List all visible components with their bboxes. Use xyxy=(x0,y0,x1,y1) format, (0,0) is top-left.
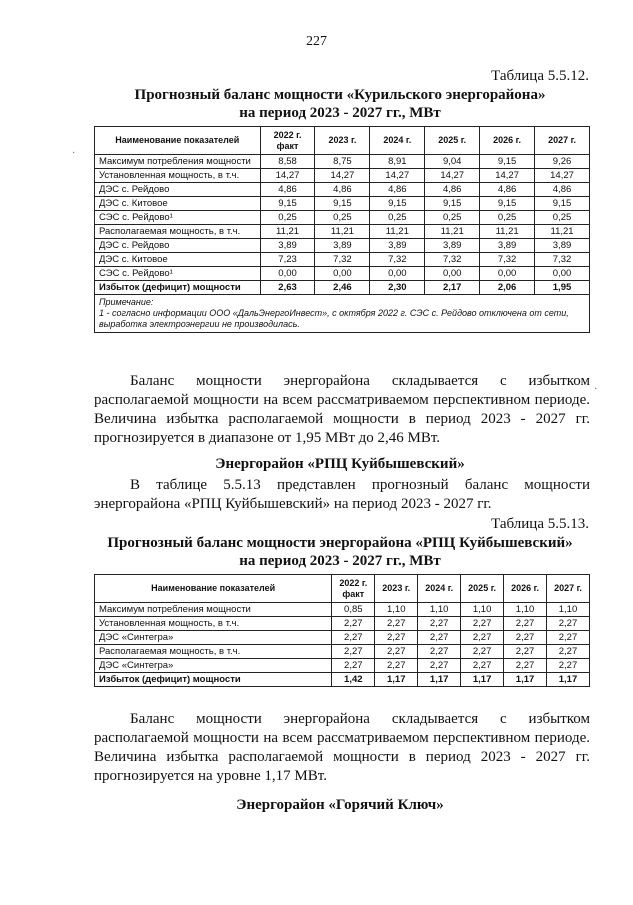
row-label: Располагаемая мощность, в т.ч. xyxy=(95,645,332,659)
value-cell: 3,89 xyxy=(315,239,370,253)
value-cell: 1,10 xyxy=(375,603,418,617)
row-label: Максимум потребления мощности xyxy=(95,603,332,617)
value-cell: 2,27 xyxy=(375,617,418,631)
value-cell: 2,27 xyxy=(547,631,590,645)
table-row xyxy=(95,617,590,631)
section-heading-2: Энергорайон «Горячий Ключ» xyxy=(236,797,444,813)
value-cell: 9,15 xyxy=(535,197,590,211)
value-cell: 1,17 xyxy=(461,673,504,687)
table1-title-line2: на период 2023 - 2027 гг., МВт xyxy=(239,105,441,121)
value-cell: 2,27 xyxy=(504,659,547,673)
value-cell: 8,58 xyxy=(260,155,315,169)
value-cell: 3,89 xyxy=(260,239,315,253)
row-label: ДЭС «Синтегра» xyxy=(95,631,332,645)
value-cell: 2,27 xyxy=(332,659,375,673)
value-cell: 0,00 xyxy=(480,267,535,281)
row-label: ДЭС с. Китовое xyxy=(95,197,261,211)
value-cell: 1,17 xyxy=(547,673,590,687)
row-label: СЭС с. Рейдово¹ xyxy=(95,211,261,225)
table-row xyxy=(95,281,590,295)
table-header-row xyxy=(95,575,590,603)
header-cell: 2027 г. xyxy=(535,127,590,155)
note-text: 1 - согласно информации ООО «ДальЭнергоИнвест», с октября 2022 г. СЭС с. Рейдово отключена от сети, выработка электроэнергии не производилась. xyxy=(99,308,569,329)
value-cell: 0,00 xyxy=(260,267,315,281)
table-row xyxy=(95,645,590,659)
table-row xyxy=(95,155,590,169)
value-cell: 2,27 xyxy=(461,617,504,631)
value-cell: 1,10 xyxy=(504,603,547,617)
value-cell: 14,27 xyxy=(260,169,315,183)
value-cell: 7,23 xyxy=(260,253,315,267)
value-cell: 9,15 xyxy=(425,197,480,211)
table-row xyxy=(95,631,590,645)
header-cell: Наименование показателей xyxy=(95,127,261,155)
value-cell: 2,27 xyxy=(418,631,461,645)
table-header-row xyxy=(95,127,590,155)
value-cell: 2,27 xyxy=(547,617,590,631)
value-cell: 0,25 xyxy=(315,211,370,225)
value-cell: 2,27 xyxy=(375,631,418,645)
value-cell: 1,17 xyxy=(418,673,461,687)
table-row xyxy=(95,673,590,687)
table1-caption: Таблица 5.5.12. xyxy=(491,68,589,84)
value-cell: 2,27 xyxy=(375,659,418,673)
table2-title xyxy=(60,534,620,570)
value-cell: 11,21 xyxy=(535,225,590,239)
value-cell: 11,21 xyxy=(315,225,370,239)
header-cell: 2027 г. xyxy=(547,575,590,603)
value-cell: 9,15 xyxy=(260,197,315,211)
value-cell: 2,27 xyxy=(547,659,590,673)
row-label: Максимум потребления мощности xyxy=(95,155,261,169)
table1 xyxy=(94,126,590,333)
value-cell: 4,86 xyxy=(260,183,315,197)
value-cell: 1,10 xyxy=(461,603,504,617)
value-cell: 0,00 xyxy=(370,267,425,281)
row-label: Избыток (дефицит) мощности xyxy=(95,281,261,295)
value-cell: 2,30 xyxy=(370,281,425,295)
value-cell: 11,21 xyxy=(260,225,315,239)
row-label: Установленная мощность, в т.ч. xyxy=(95,169,261,183)
value-cell: 11,21 xyxy=(480,225,535,239)
table2 xyxy=(94,574,590,687)
value-cell: 2,17 xyxy=(425,281,480,295)
row-label: СЭС с. Рейдово¹ xyxy=(95,267,261,281)
header-cell: 2026 г. xyxy=(480,127,535,155)
table2-title-line2: на период 2023 - 2027 гг., МВт xyxy=(239,553,441,569)
value-cell: 14,27 xyxy=(370,169,425,183)
table-row xyxy=(95,659,590,673)
value-cell: 9,15 xyxy=(315,197,370,211)
value-cell: 2,06 xyxy=(480,281,535,295)
table-row xyxy=(95,239,590,253)
value-cell: 9,26 xyxy=(535,155,590,169)
row-label: ДЭС с. Рейдово xyxy=(95,239,261,253)
value-cell: 11,21 xyxy=(370,225,425,239)
value-cell: 14,27 xyxy=(425,169,480,183)
value-cell: 0,25 xyxy=(370,211,425,225)
value-cell: 14,27 xyxy=(535,169,590,183)
value-cell: 0,00 xyxy=(425,267,480,281)
value-cell: 4,86 xyxy=(480,183,535,197)
value-cell: 1,95 xyxy=(535,281,590,295)
value-cell: 2,27 xyxy=(332,631,375,645)
table-row xyxy=(95,225,590,239)
value-cell: 2,27 xyxy=(418,617,461,631)
row-label: Избыток (дефицит) мощности xyxy=(95,673,332,687)
value-cell: 3,89 xyxy=(370,239,425,253)
value-cell: 9,15 xyxy=(480,197,535,211)
paragraph-1: Баланс мощности энергорайона складывается с избытком располагаемой мощности на всем рассматриваемом перспективном периоде. Величина избытка располагаемой мощности в период 2023 - 2027 гг. прогнозируется в диапазоне от 1,95 МВт до 2,46 МВт. xyxy=(94,373,590,446)
value-cell: 2,63 xyxy=(260,281,315,295)
value-cell: 0,25 xyxy=(260,211,315,225)
value-cell: 4,86 xyxy=(315,183,370,197)
header-cell: 2023 г. xyxy=(315,127,370,155)
row-label: Располагаемая мощность, в т.ч. xyxy=(95,225,261,239)
table-note-row xyxy=(95,295,590,333)
table-row xyxy=(95,253,590,267)
row-label: ДЭС с. Китовое xyxy=(95,253,261,267)
value-cell: 9,15 xyxy=(370,197,425,211)
value-cell: 4,86 xyxy=(425,183,480,197)
value-cell: 0,25 xyxy=(425,211,480,225)
row-label: Установленная мощность, в т.ч. xyxy=(95,617,332,631)
value-cell: 7,32 xyxy=(315,253,370,267)
paragraph-2: В таблице 5.5.13 представлен прогнозный баланс мощности энергорайона «РПЦ Куйбышевский» на период 2023 - 2027 гг. xyxy=(94,477,590,512)
header-cell: 2025 г. xyxy=(461,575,504,603)
table-row xyxy=(95,211,590,225)
header-cell: 2026 г. xyxy=(504,575,547,603)
value-cell: 11,21 xyxy=(425,225,480,239)
table-note xyxy=(95,295,590,333)
table-row xyxy=(95,169,590,183)
table1-title xyxy=(60,86,620,122)
value-cell: 0,85 xyxy=(332,603,375,617)
value-cell: 2,27 xyxy=(332,617,375,631)
value-cell: 3,89 xyxy=(425,239,480,253)
value-cell: 4,86 xyxy=(535,183,590,197)
value-cell: 1,42 xyxy=(332,673,375,687)
header-cell: Наименование показателей xyxy=(95,575,332,603)
value-cell: 3,89 xyxy=(535,239,590,253)
row-label: ДЭС с. Рейдово xyxy=(95,183,261,197)
header-cell: 2023 г. xyxy=(375,575,418,603)
value-cell: 0,00 xyxy=(315,267,370,281)
value-cell: 2,27 xyxy=(461,659,504,673)
header-cell: 2025 г. xyxy=(425,127,480,155)
page-number: 227 xyxy=(306,34,327,49)
value-cell: 2,27 xyxy=(504,631,547,645)
value-cell: 2,27 xyxy=(461,631,504,645)
value-cell: 1,17 xyxy=(504,673,547,687)
value-cell: 4,86 xyxy=(370,183,425,197)
value-cell: 9,15 xyxy=(480,155,535,169)
value-cell: 2,46 xyxy=(315,281,370,295)
section-heading-1: Энергорайон «РПЦ Куйбышевский» xyxy=(215,456,465,472)
value-cell: 7,32 xyxy=(535,253,590,267)
header-cell: 2024 г. xyxy=(418,575,461,603)
header-cell: 2022 г. факт xyxy=(260,127,315,155)
value-cell: 9,04 xyxy=(425,155,480,169)
scan-mark: · xyxy=(594,384,598,395)
value-cell: 2,27 xyxy=(547,645,590,659)
note-title: Примечание: xyxy=(99,297,154,307)
value-cell: 3,89 xyxy=(480,239,535,253)
table2-title-line1: Прогнозный баланс мощности энергорайона «РПЦ Куйбышевский» xyxy=(107,535,573,551)
value-cell: 2,27 xyxy=(332,645,375,659)
value-cell: 1,10 xyxy=(418,603,461,617)
table-row xyxy=(95,603,590,617)
value-cell: 2,27 xyxy=(418,645,461,659)
scan-mark: · xyxy=(72,148,76,159)
table-row xyxy=(95,183,590,197)
value-cell: 2,27 xyxy=(504,645,547,659)
table2-caption: Таблица 5.5.13. xyxy=(491,516,589,532)
table-row xyxy=(95,267,590,281)
value-cell: 2,27 xyxy=(375,645,418,659)
row-label: ДЭС «Синтегра» xyxy=(95,659,332,673)
header-cell: 2022 г. факт xyxy=(332,575,375,603)
value-cell: 0,25 xyxy=(535,211,590,225)
value-cell: 14,27 xyxy=(315,169,370,183)
value-cell: 0,25 xyxy=(480,211,535,225)
value-cell: 7,32 xyxy=(425,253,480,267)
value-cell: 1,10 xyxy=(547,603,590,617)
value-cell: 2,27 xyxy=(504,617,547,631)
value-cell: 7,32 xyxy=(370,253,425,267)
header-cell: 2024 г. xyxy=(370,127,425,155)
value-cell: 14,27 xyxy=(480,169,535,183)
value-cell: 1,17 xyxy=(375,673,418,687)
value-cell: 2,27 xyxy=(461,645,504,659)
value-cell: 8,75 xyxy=(315,155,370,169)
value-cell: 2,27 xyxy=(418,659,461,673)
paragraph-3: Баланс мощности энергорайона складывается с избытком располагаемой мощности на всем рассматриваемом перспективном периоде. Величина избытка располагаемой мощности в период 2023 - 2027 гг. прогнозируется на уровне 1,17 МВт. xyxy=(94,711,590,784)
table1-title-line1: Прогнозный баланс мощности «Курильского энергорайона» xyxy=(134,87,546,103)
table-row xyxy=(95,197,590,211)
value-cell: 0,00 xyxy=(535,267,590,281)
value-cell: 8,91 xyxy=(370,155,425,169)
value-cell: 7,32 xyxy=(480,253,535,267)
